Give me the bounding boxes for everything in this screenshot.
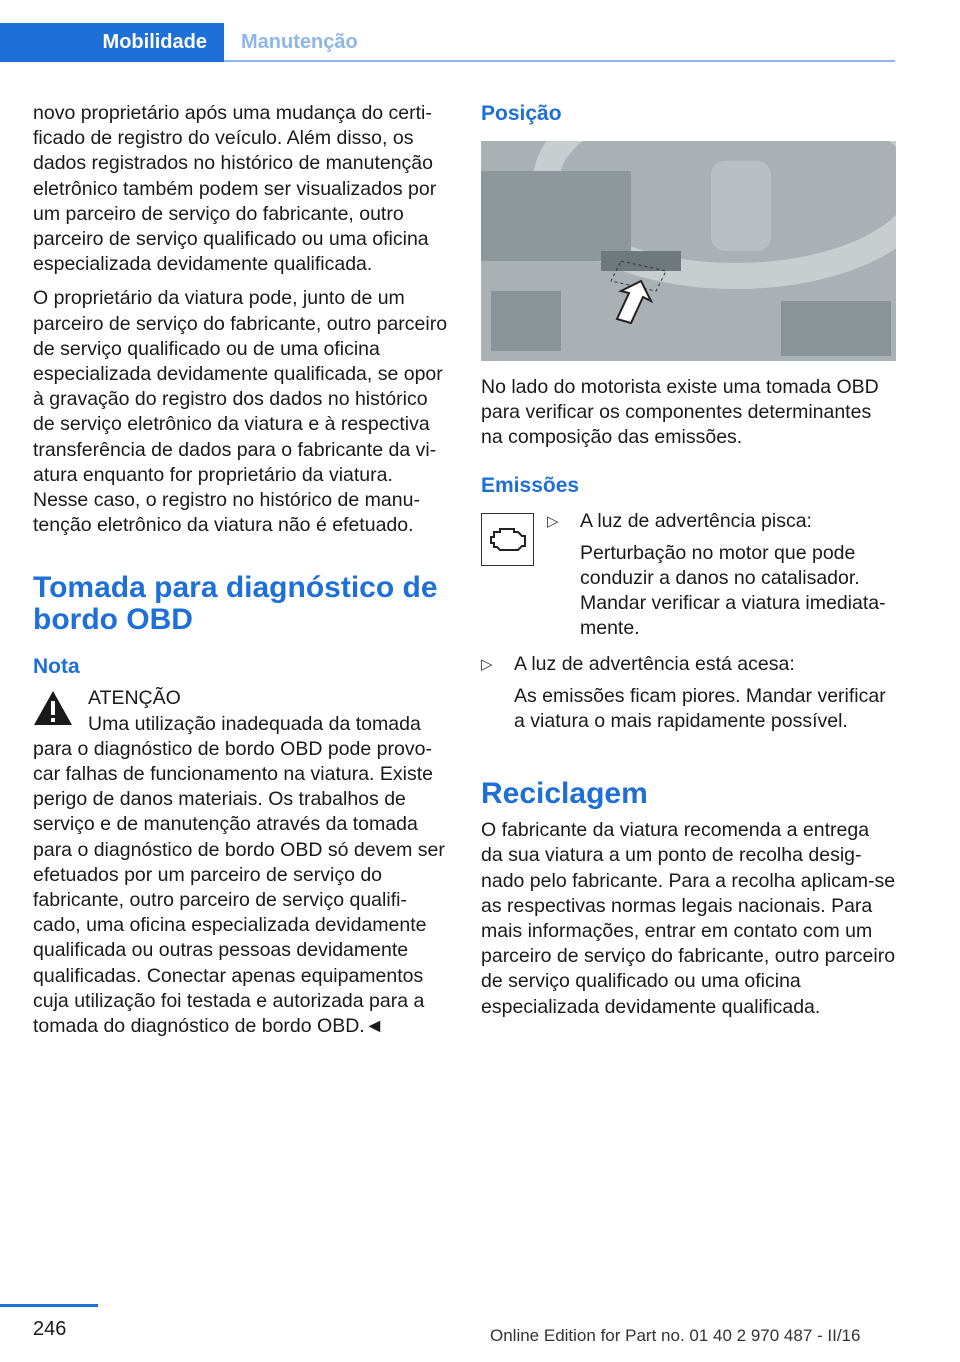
position-text: No lado do motorista existe uma tomada OBD para verificar os componentes determinantes na composição das emissões. (481, 376, 879, 449)
recycling-text: O fabricante da viatura recomenda a entrega da sua viatura a um ponto de recolha designado pelo fabricante. Para a recolha aplicam-se as respectivas normas legais nacionais. Para mais informações, entrar em contato com um parceiro de serviço do fabricante, outro parceiro de serviço qualificado ou uma oficina especializada devidamente qualificada. (481, 819, 896, 1018)
position-heading: Posição (481, 102, 562, 125)
header-divider (224, 60, 895, 62)
emissions-list-2 (481, 652, 896, 735)
footer-rule (0, 1304, 98, 1307)
header-tabs (0, 0, 895, 62)
tab-manutencao[interactable]: Manutenção (241, 31, 358, 53)
warning-triangle-icon (33, 690, 73, 726)
emissions-block (481, 509, 896, 735)
warning-first-line: Uma utilização inadequada da tomada (88, 712, 421, 735)
right-column (481, 101, 896, 1029)
list-item (481, 652, 896, 735)
section-title-obd: Tomada para diagnóstico de bordo OBD (33, 571, 438, 637)
warning-text: para o diagnóstico de bordo OBD pode provocar falhas de funcionamento na viatura. Existe perigo de danos materiais. Os trabalhos de serviço e de manutenção através da tomada para o diagnóstico de bordo OBD só devem ser efetuados por um parceiro de serviço do fabricante, outro parceiro de serviço qualificado, uma oficina especializada devidamente qualificada ou outras pessoas devidamente qualificadas. Conectar apenas equipamentos cuja utilização foi testada e autorizada para a tomada do diagnóstico de bordo OBD.◄ (33, 737, 445, 1038)
left-column (33, 101, 448, 1039)
warning-label: ATENÇÃO (88, 687, 181, 710)
check-engine-icon (481, 513, 534, 566)
edition-label: Online Edition for Part no. 01 40 2 970 487 - II/16 (490, 1326, 861, 1345)
paragraph-intro: novo proprietário após uma mudança do certificado de registro do veículo. Além disso, os dados registrados no histórico de manutenção eletrônico também podem ser visualizados por um parceiro de serviço do fabricante, outro parceiro de serviço qualificado ou uma oficina especializada devidamente qualificada. (33, 102, 437, 276)
bullet-text: As emissões ficam piores. Mandar verificar a viatura o mais rapidamente possível. (514, 684, 886, 733)
bullet-title: A luz de advertência pisca: (580, 509, 812, 532)
page-number: 246 (33, 1318, 67, 1340)
obd-location-illustration (481, 141, 896, 361)
emissions-list-1 (547, 509, 896, 642)
triangle-bullet-icon: ▷ (481, 655, 493, 673)
emissions-heading: Emissões (481, 473, 580, 497)
list-item (547, 509, 896, 642)
paragraph-owner: O proprietário da viatura pode, junto de um parceiro de serviço do fabricante, outro parceiro de serviço qualificado ou de uma oficina especializada devidamente qualificada, se opor à gravação do registro dos dados no histórico de serviço eletrônico da viatura e à respectiva transferência de dados para o fabricante da viatura enquanto for proprietário da viatura. Nesse caso, o registro no histórico de manutenção eletrônico da viatura não é efetuado. (33, 287, 448, 537)
note-heading: Nota (33, 655, 80, 679)
warning-block (33, 686, 448, 1039)
section-title-recycling: Reciclagem (481, 777, 648, 811)
triangle-bullet-icon: ▷ (547, 512, 559, 530)
bullet-title: A luz de advertência está acesa: (514, 652, 795, 675)
tab-mobilidade[interactable]: Mobilidade (0, 23, 224, 62)
bullet-text: Perturbação no motor que pode conduzir a danos no catalisador. Mandar verificar a viatura imediatamente. (580, 541, 886, 640)
